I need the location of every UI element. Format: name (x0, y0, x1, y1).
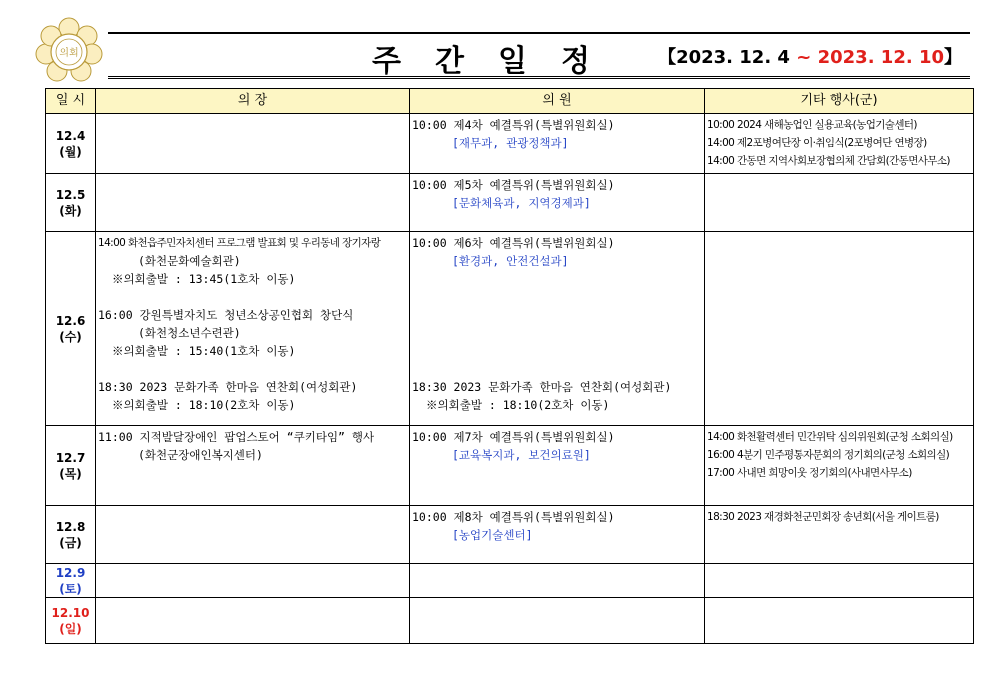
other-event-cell (705, 114, 974, 174)
member-schedule-line: [교육복지과, 보건의료원] (452, 448, 591, 462)
member-schedule-cell (410, 506, 705, 564)
title-bar (108, 32, 970, 79)
spacer (412, 324, 702, 342)
date-range (658, 43, 962, 69)
schedule-row (46, 232, 974, 426)
other-event-line: 10:00 2024 새해농업인 실용교육(농업기술센터) (707, 119, 917, 131)
date-range-start: 【2023. 12. 4 (658, 47, 790, 68)
schedule-row (46, 174, 974, 232)
chair-schedule-line: (화천군장애인복지센터) (138, 448, 263, 462)
chair-schedule-line: (화천문화예술회관) (138, 254, 241, 268)
weekday-text: (수) (59, 329, 82, 344)
chair-schedule-cell (96, 174, 410, 232)
date-text: 12.7 (55, 450, 86, 465)
chair-schedule-cell (96, 232, 410, 426)
schedule-row (46, 598, 974, 644)
member-schedule-line: 10:00 제5차 예결특위(특별위원회실) (412, 178, 615, 192)
date-cell (46, 598, 96, 644)
other-event-line: 17:00 사내면 희망이웃 정기회의(사내면사무소) (707, 467, 912, 479)
member-schedule-line: 18:30 2023 문화가족 한마음 연찬회(여성회관) (412, 380, 672, 394)
date-cell (46, 564, 96, 598)
member-schedule-line: [환경과, 안전건설과] (452, 254, 569, 268)
date-text: 12.9 (55, 565, 86, 580)
chair-schedule-line: ※의회출발 : 13:45(1호차 이동) (112, 272, 296, 286)
date-range-close: 】 (944, 47, 962, 68)
date-cell (46, 232, 96, 426)
date-text: 12.4 (55, 128, 86, 143)
chair-schedule-cell (96, 598, 410, 644)
other-event-line: 14:00 화천활력센터 민간위탁 심의위원회(군청 소회의실) (707, 431, 953, 443)
council-emblem-logo (34, 16, 104, 86)
spacer (412, 360, 702, 378)
member-schedule-line: [문화체육과, 지역경제과] (452, 196, 591, 210)
date-cell (46, 174, 96, 232)
other-event-line: 14:00 제2포병여단장 이·취임식(2포병여단 연병장) (707, 137, 927, 149)
chair-schedule-line: 16:00 강원특별자치도 청년소상공인협회 창단식 (98, 308, 354, 322)
member-schedule-line: ※의회출발 : 18:10(2호차 이동) (426, 398, 610, 412)
other-event-line: 16:00 4분기 민주평통자문회의 정기회의(군청 소회의실) (707, 449, 950, 461)
logo-text: 의회 (59, 48, 79, 59)
chair-schedule-cell (96, 506, 410, 564)
date-text: 12.10 (51, 605, 90, 620)
schedule-row (46, 114, 974, 174)
other-event-cell (705, 232, 974, 426)
spacer (412, 342, 702, 360)
member-schedule-cell (410, 174, 705, 232)
weekday-text: (금) (59, 535, 82, 550)
weekday-text: (목) (59, 466, 82, 481)
date-text: 12.6 (55, 313, 86, 328)
weekly-schedule-table (45, 88, 974, 644)
member-schedule-cell (410, 426, 705, 506)
date-text: 12.5 (55, 187, 86, 202)
column-header-chair: 의 장 (96, 89, 410, 114)
date-cell (46, 506, 96, 564)
weekday-text: (화) (59, 203, 82, 218)
date-range-separator: ~ (789, 47, 818, 68)
other-event-line: 18:30 2023 재경화천군민회장 송년회(서울 게이트룸) (707, 511, 939, 523)
schedule-row (46, 506, 974, 564)
member-schedule-line: 10:00 제7차 예결특위(특별위원회실) (412, 430, 615, 444)
spacer (412, 306, 702, 324)
column-header-date: 일 시 (46, 89, 96, 114)
member-schedule-line: [재무과, 관광정책과] (452, 136, 569, 150)
chair-schedule-line: ※의회출발 : 15:40(1호차 이동) (112, 344, 296, 358)
date-cell (46, 426, 96, 506)
other-event-line: 14:00 간동면 지역사회보장협의체 간담회(간동면사무소) (707, 155, 950, 167)
member-schedule-line: 10:00 제8차 예결특위(특별위원회실) (412, 510, 615, 524)
member-schedule-line: [농업기술센터] (452, 528, 533, 542)
schedule-row (46, 564, 974, 598)
spacer (412, 288, 702, 306)
chair-schedule-line: (화천청소년수련관) (138, 326, 241, 340)
member-schedule-line: 10:00 제6차 예결특위(특별위원회실) (412, 236, 615, 250)
other-event-cell (705, 564, 974, 598)
weekday-text: (일) (59, 621, 82, 636)
column-header-member: 의 원 (410, 89, 705, 114)
member-schedule-cell (410, 232, 705, 426)
date-range-end: 2023. 12. 10 (817, 47, 944, 68)
member-schedule-line: 10:00 제4차 예결특위(특별위원회실) (412, 118, 615, 132)
chair-schedule-cell (96, 114, 410, 174)
other-event-cell (705, 426, 974, 506)
weekday-text: (월) (59, 144, 82, 159)
spacer (98, 360, 407, 378)
schedule-row (46, 426, 974, 506)
member-schedule-cell (410, 114, 705, 174)
chair-schedule-line: 11:00 지적발달장애인 팝업스토어 “쿠키타임” 행사 (98, 430, 375, 444)
date-text: 12.8 (55, 519, 86, 534)
column-header-other: 기타 행사(군) (705, 89, 974, 114)
spacer (412, 270, 702, 288)
date-cell (46, 114, 96, 174)
other-event-cell (705, 174, 974, 232)
member-schedule-cell (410, 564, 705, 598)
other-event-cell (705, 598, 974, 644)
other-event-cell (705, 506, 974, 564)
spacer (98, 288, 407, 306)
chair-schedule-cell (96, 564, 410, 598)
chair-schedule-line: 14:00 화천읍주민자치센터 프로그램 발표회 및 우리동네 장기자랑 (98, 237, 381, 249)
chair-schedule-cell (96, 426, 410, 506)
chair-schedule-line: ※의회출발 : 18:10(2호차 이동) (112, 398, 296, 412)
chair-schedule-line: 18:30 2023 문화가족 한마음 연찬회(여성회관) (98, 380, 358, 394)
member-schedule-cell (410, 598, 705, 644)
weekday-text: (토) (59, 581, 82, 596)
page-title: 주간일정 (372, 44, 624, 79)
